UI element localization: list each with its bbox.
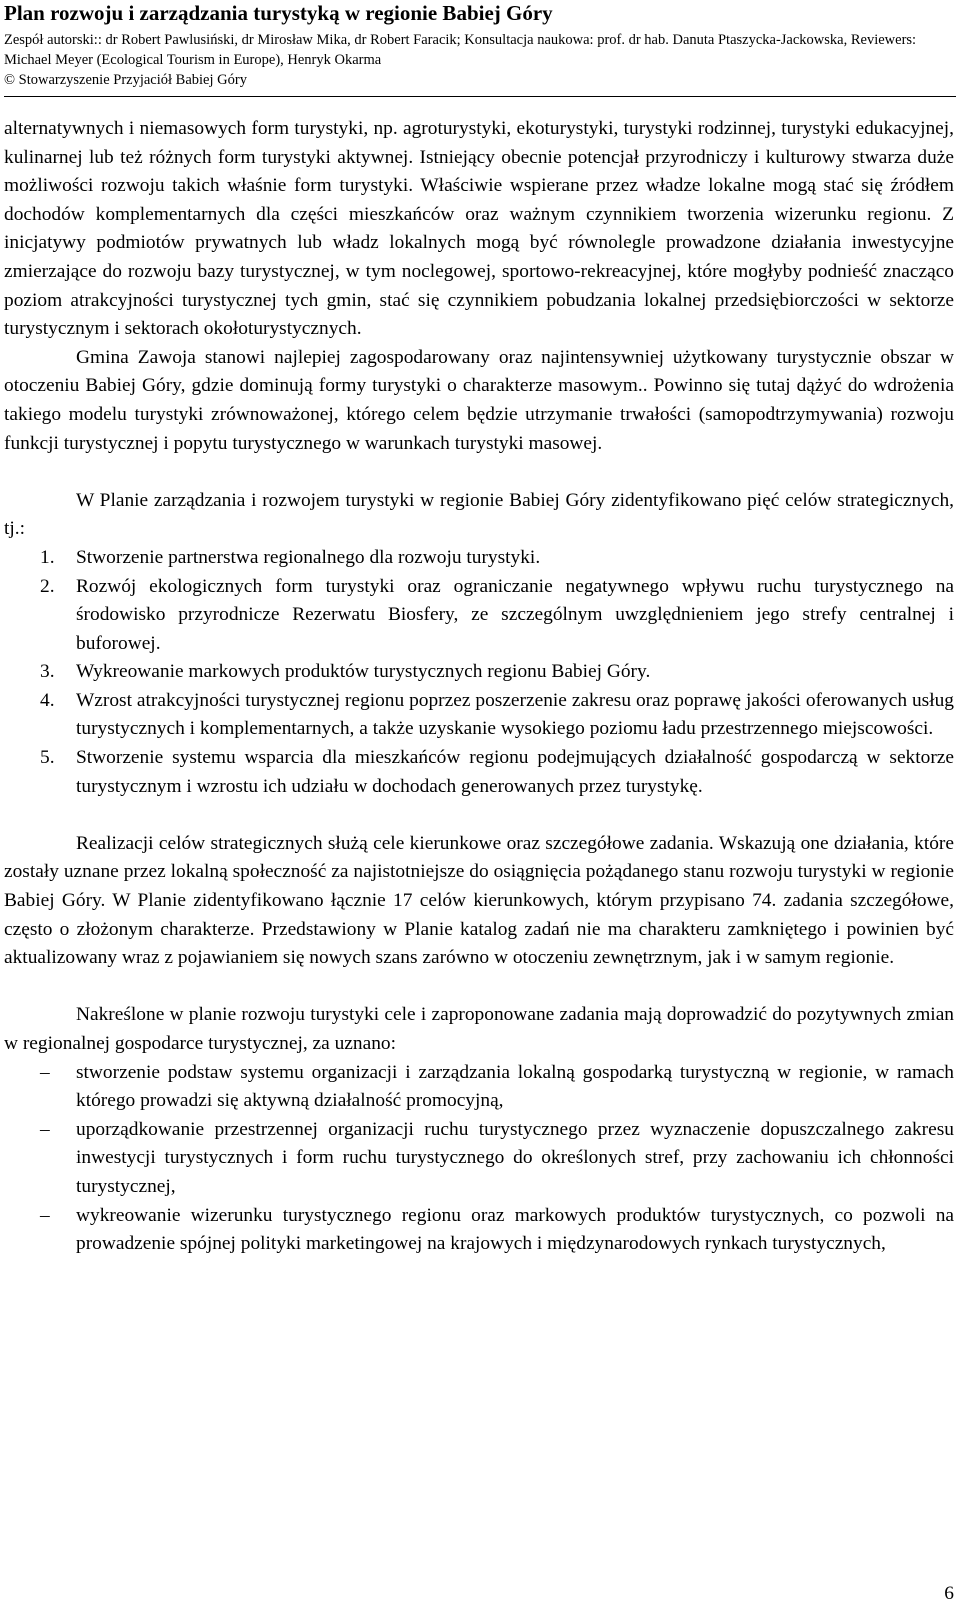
- paragraph-goals-intro: W Planie zarządzania i rozwojem turystyki w regionie Babiej Góry zidentyfikowano pięć celów strategicznych, tj.:: [4, 489, 954, 540]
- list-item-number: 3.: [40, 661, 55, 683]
- list-item-text: Stworzenie systemu wsparcia dla mieszkańców regionu podejmujących działalność gospodarczą w sektorze turystycznym i wzrostu ich udziału w dochodach generowanych przez turystykę.: [76, 747, 954, 797]
- page-header: [4, 0, 956, 97]
- list-item: [4, 1059, 954, 1116]
- list-item-text: Wzrost atrakcyjności turystycznej regionu poprzez poszerzenie zakresu oraz poprawę jakości oferowanych usług turystycznych i komplementarnych, a także uzyskanie wysokiego poziomu ładu przestrzennego miejscowości.: [76, 689, 954, 740]
- list-item: [4, 744, 954, 801]
- paragraph-intro: alternatywnych i niemasowych form turystyki, np. agroturystyki, ekoturystyki, turystyki rodzinnej, turystyki edukacyjnej, kulinarnej lub też różnych form turystyki aktywnej. Istniejący obecnie potencjał przyrodniczy i kulturowy stwarza duże możliwości rozwoju takich właśnie form turystyki. Właściwie wspierane przez władze lokalne mogą stać się źródłem dochodów komplementarnych dla części mieszkańców oraz ważnym czynnikiem tworzenia wizerunku regionu. Z inicjatywy podmiotów prywatnych lub władz lokalnych mogą być równolegle prowadzone działania inwestycyjne zmierzające do rozwoju bazy turystycznej, w tym noclegowej, sportowo-rekreacyjnej, które mogłyby podnieść znacząco poziom atrakcyjności turystycznej tych gmin, stać się czynnikiem pobudzania lokalnej przedsiębiorczości w sektorze turystycznym i sektorach okołoturystycznych.: [4, 118, 954, 340]
- spacer: [4, 801, 954, 830]
- list-item: [4, 1116, 954, 1202]
- page-number: 6: [944, 1583, 954, 1604]
- dash-bullet-icon: –: [40, 1118, 50, 1140]
- list-item: [4, 544, 954, 573]
- list-item-text: stworzenie podstaw systemu organizacji i zarządzania lokalną gospodarką turystyczną w regionie, w ramach którego prowadzi się aktywną działalność promocyjną,: [76, 1061, 954, 1112]
- copyright-line: © Stowarzyszenie Przyjaciół Babiej Góry: [4, 72, 247, 88]
- list-item: [4, 573, 954, 659]
- spacer: [4, 973, 954, 1002]
- list-item-text: wykreowanie wizerunku turystycznego regionu oraz markowych produktów turystycznych, co pozwoli na prowadzenie spójnej polityki marketingowej na krajowych i międzynarodowych rynkach turystycznych,: [76, 1204, 954, 1255]
- dash-bullet-icon: –: [40, 1204, 50, 1226]
- list-item-text: Stworzenie partnerstwa regionalnego dla rozwoju turystyki.: [76, 546, 541, 568]
- list-item: [4, 658, 954, 687]
- list-item: [4, 687, 954, 744]
- list-item-text: Rozwój ekologicznych form turystyki oraz ograniczanie negatywnego wpływu ruchu turystycznego na środowisko przyrodnicze Rezerwatu Biosfery, ze szczególnym uwzględnieniem jego strefy centralnej i buforowej.: [76, 575, 954, 654]
- list-item-number: 5.: [40, 747, 55, 769]
- list-item: [4, 1202, 954, 1259]
- strategic-goals-list: [4, 544, 954, 801]
- list-item-number: 2.: [40, 575, 55, 597]
- expected-changes-list: [4, 1059, 954, 1259]
- list-item-text: Wykreowanie markowych produktów turystycznych regionu Babiej Góry.: [76, 661, 651, 683]
- document-title: Plan rozwoju i zarządzania turystyką w regionie Babiej Góry: [4, 1, 553, 25]
- dash-bullet-icon: –: [40, 1061, 50, 1083]
- paragraph-zawoja: Gmina Zawoja stanowi najlepiej zagospodarowany oraz najintensywniej użytkowany turystycznie obszar w otoczeniu Babiej Góry, gdzie dominują formy turystyki o charakterze masowym.. Powinno się tutaj dążyć do wdrożenia takiego modelu turystyki zrównoważonej, którego celem będzie utrzymanie trwałości (samopodtrzymywania) rozwoju funkcji turystycznej i popytu turystycznego w warunkach turystyki masowej.: [4, 346, 954, 454]
- list-item-number: 4.: [40, 689, 55, 711]
- list-item-text: uporządkowanie przestrzennej organizacji ruchu turystycznego przez wyznaczenie dopuszczalnego zakresu inwestycji turystycznych i form ruchu turystycznego do określonych stref, przy zachowaniu ich chłonności turystycznej,: [76, 1118, 954, 1197]
- paragraph-changes-intro: Nakreślone w planie rozwoju turystyki cele i zaproponowane zadania mają doprowadzić do pozytywnych zmian w regionalnej gospodarce turystycznej, za uznano:: [4, 1004, 954, 1054]
- list-item-number: 1.: [40, 546, 55, 568]
- paragraph-implementation: Realizacji celów strategicznych służą cele kierunkowe oraz szczegółowe zadania. Wskazują one działania, które zostały uznane przez lokalną społeczność za najistotniejsze do osiągnięcia pożądanego stanu rozwoju turystyki w regionie Babiej Góry. W Planie zidentyfikowano łącznie 17 celów kierunkowych, którym przypisano 74. zadania szczegółowe, często o złożonym charakterze. Przedstawiony w Planie katalog zadań nie ma charakteru zamkniętego i powinien być aktualizowany wraz z pojawianiem się nowych szans zarówno w otoczeniu zewnętrznym, jak i w samym regionie.: [4, 832, 954, 969]
- spacer: [4, 458, 954, 487]
- page-content: [4, 115, 954, 1259]
- authors-line: Zespół autorski:: dr Robert Pawlusiński, dr Mirosław Mika, dr Robert Faracik; Konsultacja naukowa: prof. dr hab. Danuta Ptaszycka-Jackowska, Reviewers: Michael Meyer (Ecological Tourism in Europe), Henryk Okarma: [4, 32, 917, 68]
